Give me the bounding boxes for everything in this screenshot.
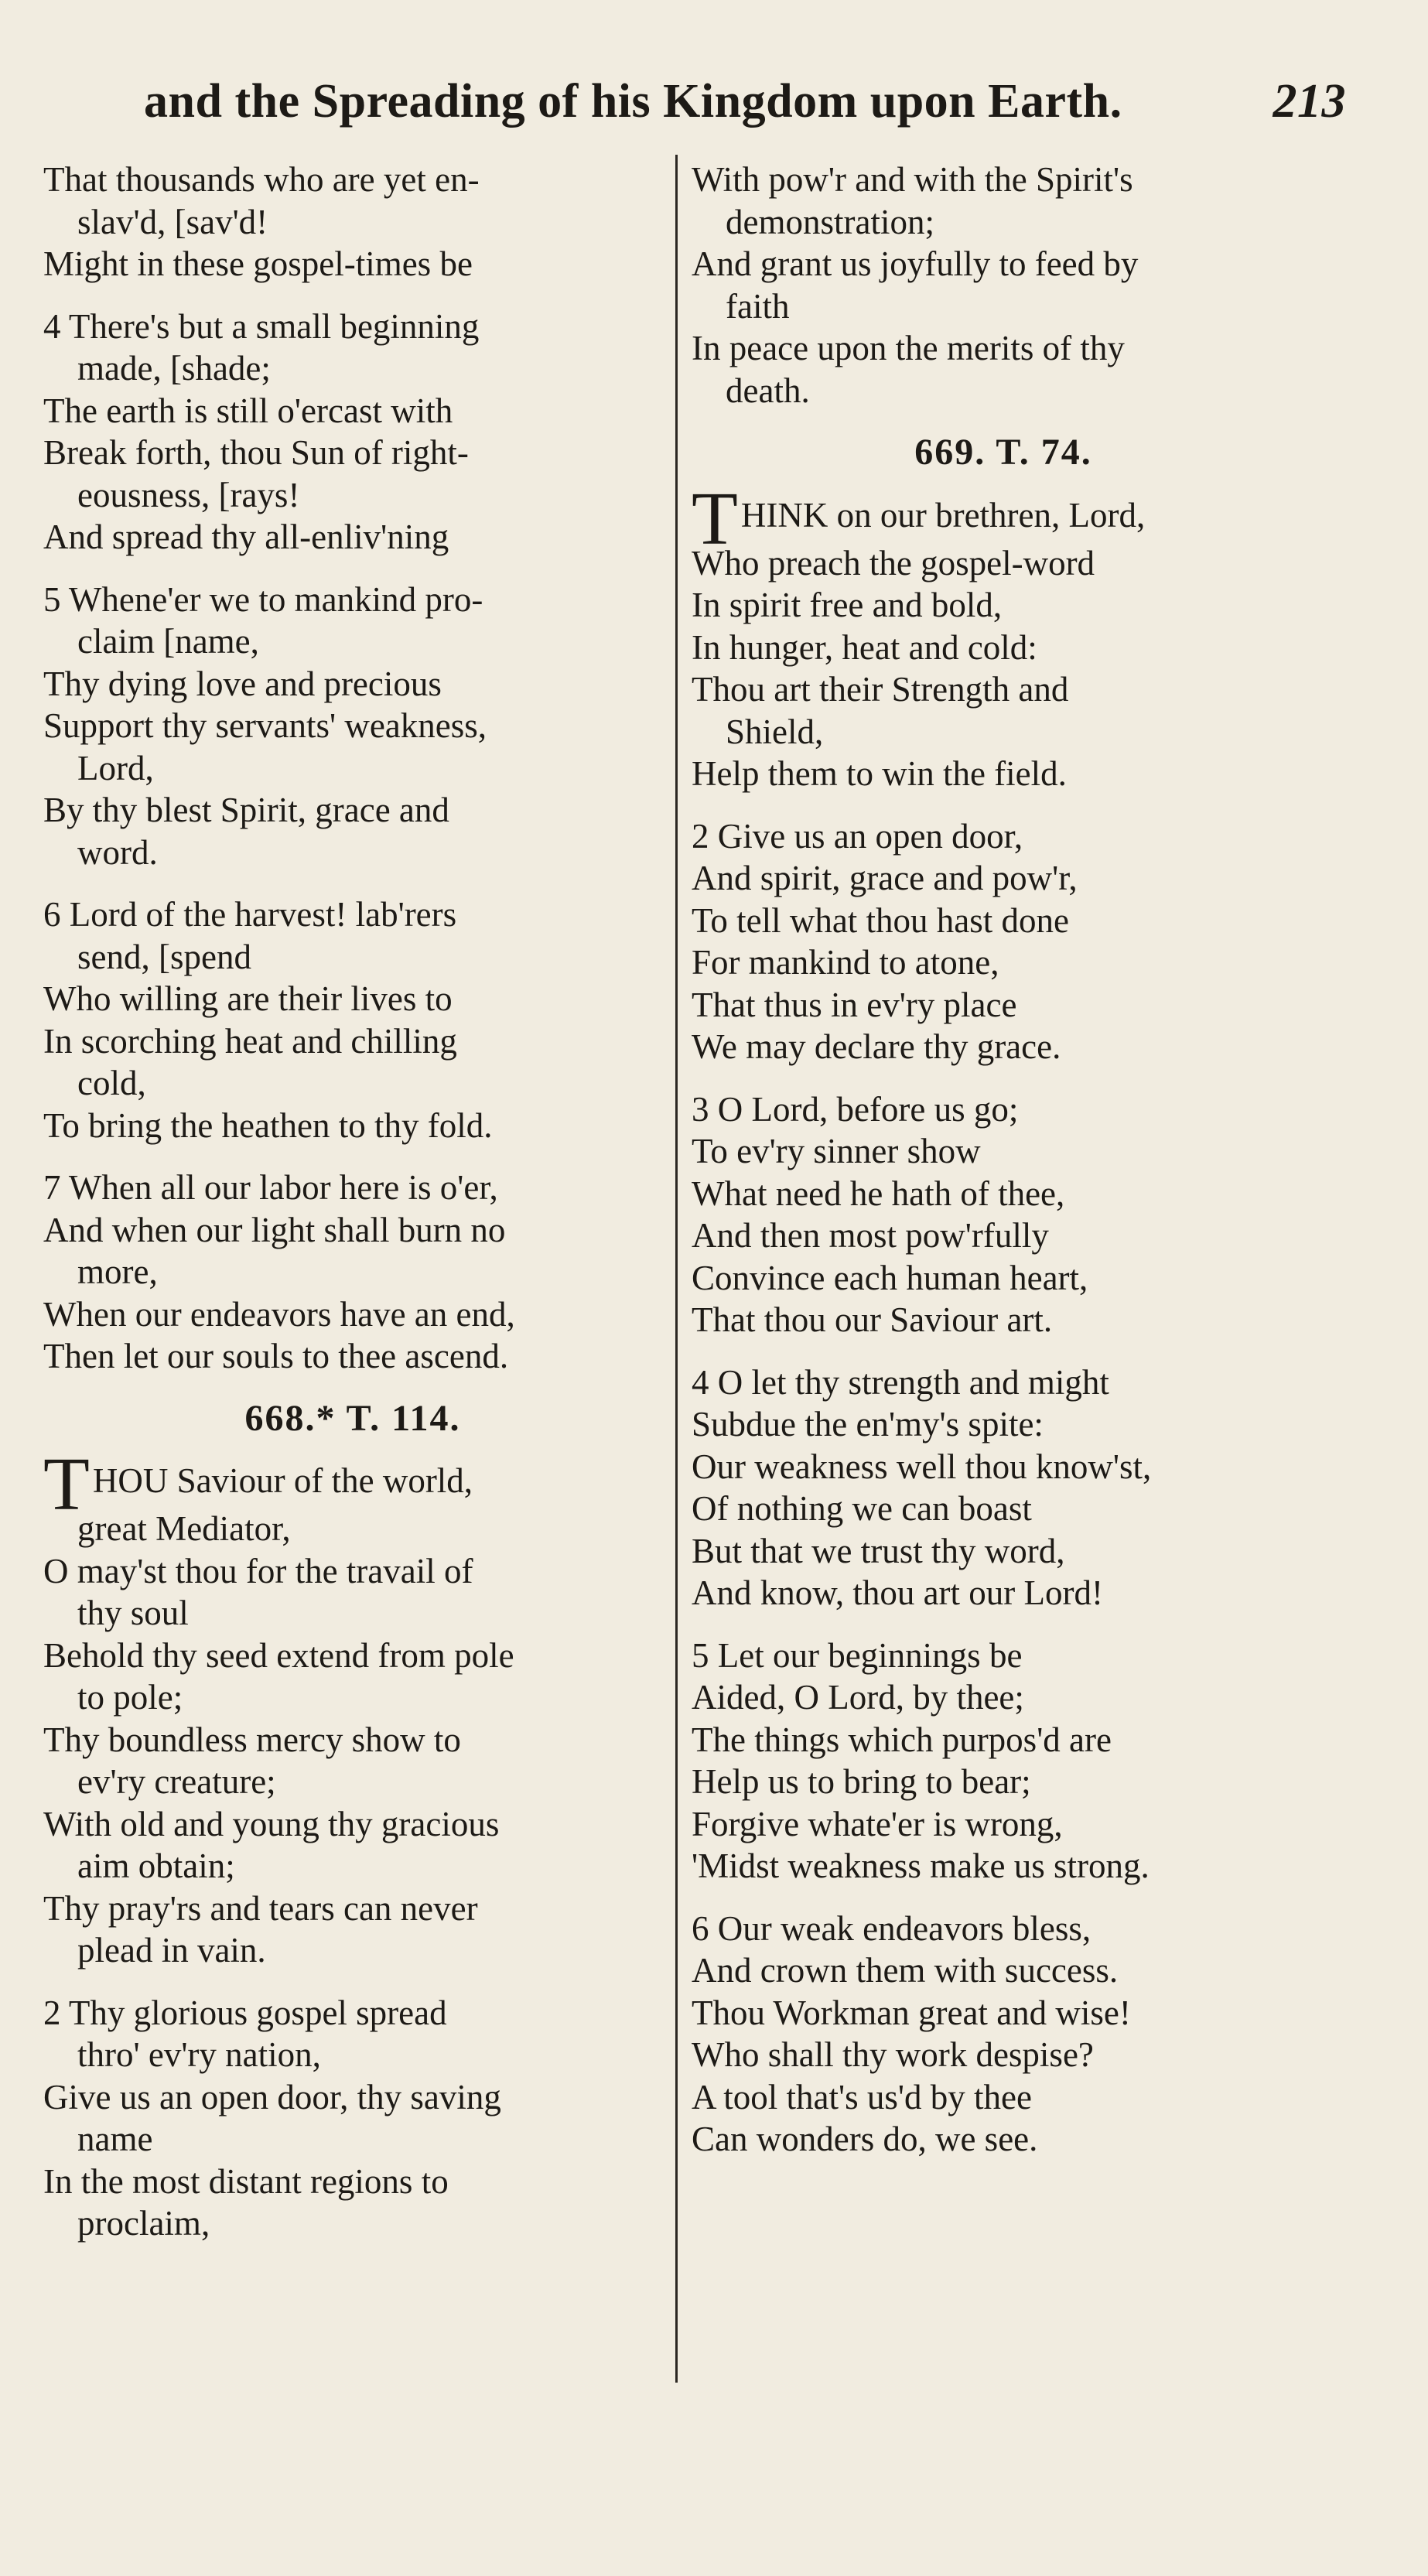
verse-line: slav'd, [sav'd! — [77, 202, 268, 241]
verse-line: And spirit, grace and pow'r, — [692, 859, 1078, 897]
verse-line: Who preach the gospel-word — [692, 543, 1095, 583]
verse-line: In spirit free and bold, — [692, 586, 1003, 624]
verse-line: Help them to win the field. — [692, 754, 1067, 793]
verse-line: With pow'r and with the Spirit's — [692, 160, 1133, 199]
hymn-669-stanza-6 — [692, 1908, 1315, 2161]
verse-line: 7 When all our labor here is o'er, — [43, 1168, 498, 1207]
verse-line: 4 There's but a small beginning — [43, 306, 480, 346]
verse-line — [692, 477, 1315, 561]
verse-line: And spread thy all-enliv'ning — [43, 518, 449, 556]
verse-line: To bring the heathen to thy fold. — [43, 1105, 493, 1145]
verse-line: death. — [726, 371, 810, 410]
verse-line: Subdue the en'my's spite: — [692, 1405, 1044, 1443]
verse-line: faith — [726, 286, 790, 326]
first-word-rest: HINK — [740, 495, 828, 535]
hymn-668-stanza-2 — [43, 1992, 662, 2245]
stanza-7 — [43, 1167, 662, 1378]
verse-line: Give us an open door, thy saving — [43, 2077, 501, 2116]
verse-line: Then let our souls to thee ascend. — [43, 1337, 509, 1375]
verse-line: A tool that's us'd by thee — [692, 2077, 1032, 2116]
verse-line: Thy dying love and precious — [43, 664, 442, 703]
verse-line: thy soul — [77, 1594, 189, 1632]
verse-line: But that we trust thy word, — [692, 1531, 1065, 1570]
right-column — [692, 159, 1315, 2181]
verse-line: plead in vain. — [77, 1931, 266, 1970]
left-column — [43, 159, 662, 2265]
verse-line: claim [name, — [77, 622, 259, 661]
stanza-4 — [43, 306, 662, 559]
verse-line: 5 Let our beginnings be — [692, 1635, 1023, 1675]
verse-line: Support thy servants' weakness, — [43, 706, 487, 745]
verse-line: The things which purpos'd are — [692, 1720, 1112, 1759]
verse-line: demonstration; — [726, 202, 934, 241]
stanza-6 — [43, 893, 662, 1146]
verse-line: The earth is still o'ercast with — [43, 391, 453, 430]
verse-line: When our endeavors have an end, — [43, 1294, 515, 1334]
verse-line: By thy blest Spirit, grace and — [43, 791, 449, 829]
verse-line: cold, — [77, 1064, 146, 1102]
verse-line: And grant us joyfully to feed by — [692, 244, 1139, 283]
stanza-continued — [43, 159, 662, 285]
verse-line: In scorching heat and chilling — [43, 1021, 457, 1061]
verse-line: great Mediator, — [77, 1509, 291, 1548]
verse-line: thro' ev'ry nation, — [77, 2035, 321, 2074]
verse-line: Thy boundless mercy show to — [43, 1720, 461, 1759]
verse-line: eousness, [rays! — [77, 475, 300, 514]
verse-line: 'Midst weakness make us strong. — [692, 1847, 1150, 1885]
verse-line: That thousands who are yet en- — [43, 160, 480, 199]
verse-line: Help us to bring to bear; — [692, 1762, 1031, 1801]
hymn-heading-668: 668.* T. 114. — [244, 1397, 461, 1439]
hymn-669-stanza-3 — [692, 1088, 1315, 1341]
stanza-5 — [43, 579, 662, 874]
verse-line: And then most pow'rfully — [692, 1216, 1049, 1255]
hymn-669-stanza-2 — [692, 815, 1315, 1068]
verse-line: Of nothing we can boast — [692, 1489, 1032, 1528]
verse-line: 6 Our weak endeavors bless, — [692, 1908, 1091, 1948]
verse-line: And know, thou art our Lord! — [692, 1573, 1103, 1612]
verse-line: 2 Give us an open door, — [692, 816, 1023, 856]
verse-line: In the most distant regions to — [43, 2161, 449, 2201]
verse-line: Who shall thy work despise? — [692, 2035, 1094, 2074]
column-divider — [675, 155, 678, 2383]
verse-line: Thou art their Strength and — [692, 670, 1069, 709]
verse-line: Our weakness well thou know'st, — [692, 1447, 1152, 1486]
stanza-continued-right — [692, 159, 1315, 412]
verse-line: In peace upon the merits of thy — [692, 329, 1125, 367]
verse-line: 6 Lord of the harvest! lab'rers — [43, 895, 457, 934]
verse-line: Lord, — [77, 748, 154, 787]
verse-line: 5 Whene'er we to mankind pro- — [43, 579, 483, 619]
verse-line: Who willing are their lives to — [43, 979, 453, 1018]
verse-line: proclaim, — [77, 2204, 210, 2243]
verse-line: And when our light shall burn no — [43, 1210, 506, 1249]
running-title: and the Spreading of his Kingdom upon Earth. — [144, 75, 1122, 128]
verse-line: made, [shade; — [77, 349, 271, 388]
verse-line: 3 O Lord, before us go; — [692, 1089, 1019, 1129]
verse-line: For mankind to atone, — [692, 943, 999, 982]
drop-cap: T — [43, 1443, 90, 1526]
verse-line: name — [77, 2120, 153, 2158]
first-word-rest: HOU — [92, 1461, 169, 1500]
verse-line: Behold thy seed extend from pole — [43, 1635, 514, 1675]
verse-line: aim obtain; — [77, 1847, 235, 1885]
hymn-669-stanza-5 — [692, 1635, 1315, 1888]
verse-line: to pole; — [77, 1678, 183, 1717]
hymn-heading-669: 669. T. 74. — [914, 432, 1092, 473]
page-number: 213 — [1273, 75, 1346, 128]
verse-line: We may declare thy grace. — [692, 1027, 1061, 1066]
drop-cap: T — [692, 477, 738, 561]
verse-line: Shield, — [726, 712, 824, 751]
verse-line: Forgive whate'er is wrong, — [692, 1804, 1063, 1843]
verse-line: word. — [77, 832, 158, 872]
first-line-text: Saviour of the world, — [176, 1461, 473, 1500]
verse-line: Aided, O Lord, by thee; — [692, 1678, 1024, 1717]
hymn-669-stanza-4 — [692, 1361, 1315, 1614]
verse-line: Convince each human heart, — [692, 1258, 1088, 1297]
verse-line: That thus in ev'ry place — [692, 985, 1017, 1024]
verse-line: Thy pray'rs and tears can never — [43, 1888, 478, 1928]
verse-line: To ev'ry sinner show — [692, 1132, 981, 1170]
hymn-668-stanza-1 — [43, 1443, 662, 1972]
verse-line: In hunger, heat and cold: — [692, 627, 1037, 667]
verse-line: more, — [77, 1252, 158, 1291]
verse-line — [43, 1443, 662, 1526]
verse-line: That thou our Saviour art. — [692, 1300, 1053, 1339]
verse-line: Break forth, thou Sun of right- — [43, 433, 469, 472]
running-header — [139, 74, 1346, 144]
verse-line: What need he hath of thee, — [692, 1174, 1065, 1213]
verse-line: And crown them with success. — [692, 1951, 1119, 1990]
verse-line: Might in these gospel-times be — [43, 244, 473, 283]
hymn-669-stanza-1 — [692, 477, 1315, 795]
verse-line: O may'st thou for the travail of — [43, 1551, 473, 1590]
verse-line: Thou Workman great and wise! — [692, 1993, 1131, 2032]
verse-line: With old and young thy gracious — [43, 1804, 500, 1843]
verse-line: send, [spend — [77, 937, 251, 976]
verse-line: 4 O let thy strength and might — [692, 1362, 1109, 1402]
verse-line: ev'ry creature; — [77, 1762, 276, 1801]
verse-line: Can wonders do, we see. — [692, 2120, 1038, 2158]
verse-line: 2 Thy glorious gospel spread — [43, 1993, 447, 2032]
verse-line: To tell what thou hast done — [692, 900, 1070, 940]
first-line-text: on our brethren, Lord, — [836, 495, 1146, 535]
